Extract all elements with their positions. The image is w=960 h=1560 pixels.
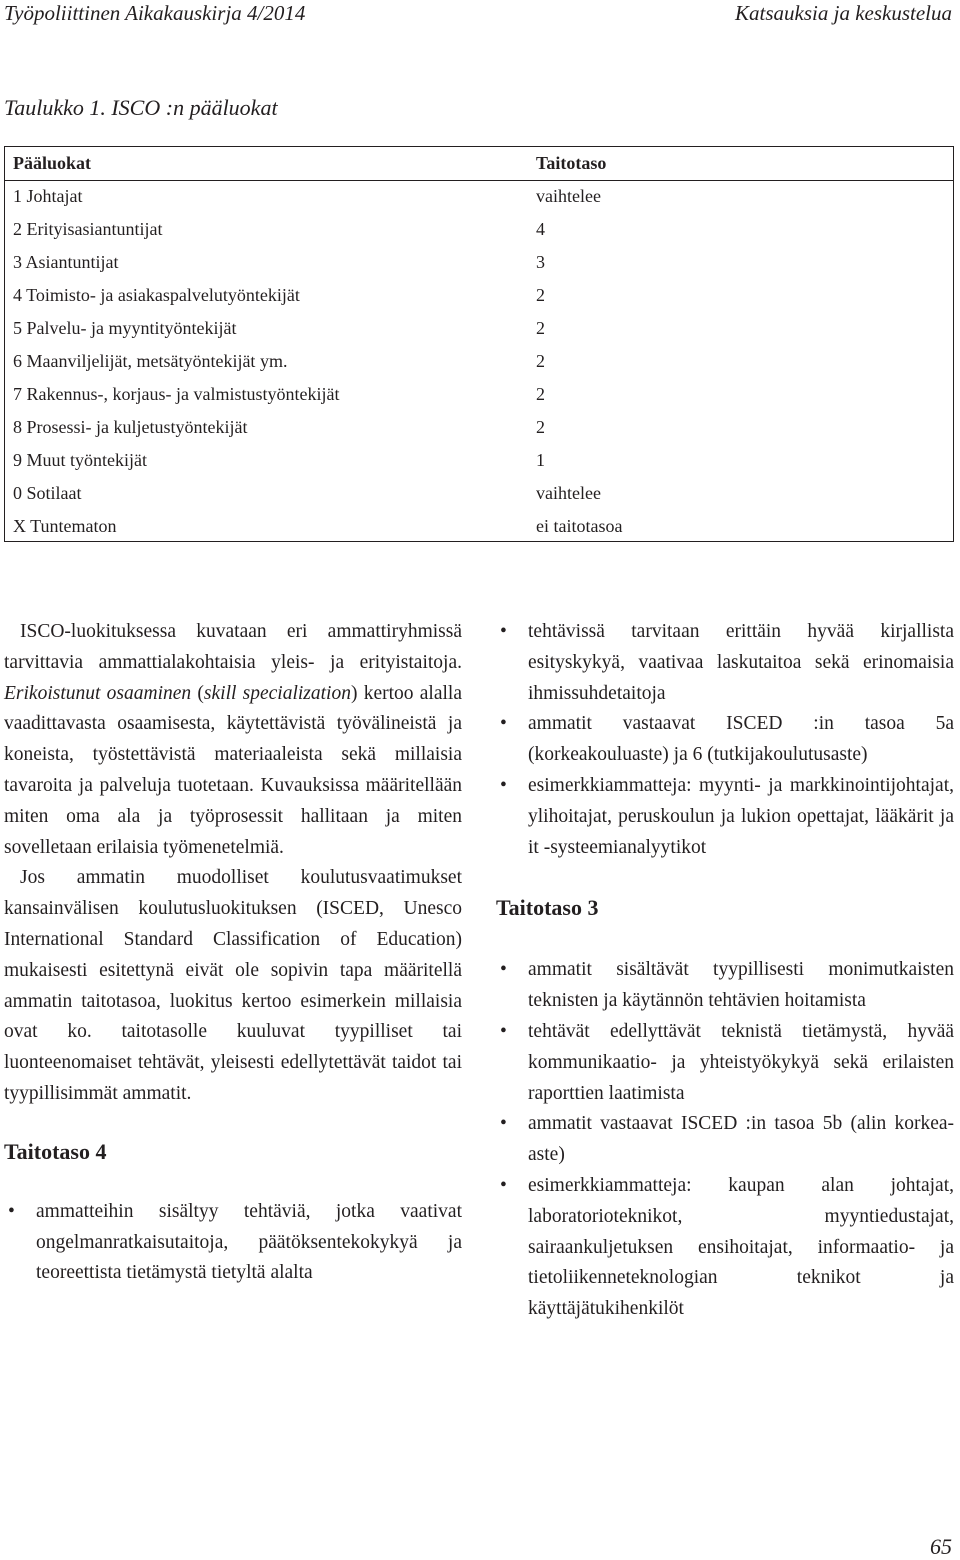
table-cell-category: 2 Erityisasiantuntijat: [13, 219, 163, 239]
table-cell-skill-level: vaihtelee: [536, 186, 601, 206]
section-heading-taitotaso-4: Taitotaso 4: [4, 1138, 107, 1164]
term-italic: Erikoistunut osaaminen: [4, 682, 192, 704]
left-column: [4, 617, 462, 1289]
table-cell-category: 1 Johtajat: [13, 186, 83, 206]
table-row: [5, 180, 953, 213]
table-cell-skill-level: 4: [536, 219, 545, 239]
bullet-list: [496, 955, 954, 1325]
table-cell-skill-level: 2: [536, 318, 545, 338]
list-item: • ammatteihin sisältyy tehtäviä, jotka vaativat ongelmanratkaisutaitoja, päätöksentekokykyä ja teoreettista tietämystä tietyltä alalta: [4, 1197, 462, 1289]
table-row: [5, 279, 953, 312]
table-cell-category: 3 Asiantuntijat: [13, 252, 119, 272]
table-cell-skill-level: 2: [536, 285, 545, 305]
bullet-list: [4, 1197, 462, 1289]
body-paragraph: [4, 617, 462, 863]
table-row: [5, 312, 953, 345]
table-cell-category: 7 Rakennus-, korjaus- ja valmistustyöntekijät: [13, 384, 340, 404]
table-cell-category: 0 Sotilaat: [13, 483, 82, 503]
table-cell-skill-level: 2: [536, 384, 545, 404]
bullet-list: [496, 617, 954, 863]
list-item: • esimerkkiammatteja: myynti- ja markkinointijohtajat, ylihoitajat, peruskoulun ja lukion opettajat, lääkärit ja it -systeemianalyytikot: [496, 771, 954, 863]
table-row: [5, 345, 953, 378]
header-cell-skill-level: Taitotaso: [536, 153, 607, 173]
list-item: • tehtävissä tarvitaan erittäin hyvää kirjallista esityskykyä, vaativaa laskutaitoa sekä erinomaisia ihmissuhdetaitoja: [496, 617, 954, 709]
table-row: [5, 411, 953, 444]
table-cell-skill-level: 2: [536, 417, 545, 437]
body-paragraph: Jos ammatin muodolliset koulutusvaatimukset kansainvälisen koulutusluokituksen (ISCED, Unesco International Standard Classification of Education) mukaisesti esitettynä eivät ole sopivin tapa määritellä ammatin taitotasoa, luokitus kertoo esimerkein millaisia ovat ko. taitotasolle kuuluvat tyypilliset tai luonteenomaiset tehtävät, yleisesti edellytettävät taidot tai tyypillisimmät ammatit.: [4, 867, 462, 1104]
table-row: [5, 477, 953, 510]
table-cell-skill-level: 2: [536, 351, 545, 371]
table-row: [5, 213, 953, 246]
table-cell-category: 5 Palvelu- ja myyntityöntekijät: [13, 318, 237, 338]
right-column: [496, 617, 954, 1325]
table-row: [5, 378, 953, 411]
table-cell-skill-level: 3: [536, 252, 545, 272]
isco-table: [4, 146, 954, 542]
table-cell-category: 4 Toimisto- ja asiakaspalvelutyöntekijät: [13, 285, 300, 305]
table-cell-skill-level: vaihtelee: [536, 483, 601, 503]
list-item: • tehtävät edellyttävät teknistä tietämystä, hyvää kommunikaatio- ja yhteistyökykyä sekä erilaisten raporttien laatimista: [496, 1017, 954, 1109]
paragraph-text: ISCO-luokituksessa kuvataan eri ammattiryhmissä tarvittavia ammattialakohtaisia yleis- ja erityistaitoja.: [4, 621, 462, 673]
table-row: [5, 246, 953, 279]
table-cell-category: 6 Maanviljelijät, metsätyöntekijät ym.: [13, 351, 288, 371]
list-item: • ammatit vastaavat ISCED :in tasoa 5b (alin korkea-aste): [496, 1109, 954, 1171]
list-item: • ammatit vastaavat ISCED :in tasoa 5a (korkeakouluaste) ja 6 (tutkijakoulutusaste): [496, 709, 954, 771]
page-number: 65: [930, 1534, 952, 1559]
table-row: [5, 510, 953, 543]
table-caption: Taulukko 1. ISCO :n pääluokat: [4, 95, 278, 120]
table-cell-skill-level: 1: [536, 450, 545, 470]
list-item: • esimerkkiammatteja: kaupan alan johtajat, laboratorioteknikot, myyntiedustajat, sairaankuljetuksen ensihoitajat, informaatio- ja tietoliikenneteknologian teknikot ja käyttäjätukihenkilöt: [496, 1171, 954, 1325]
section-title: Katsauksia ja keskustelua: [735, 1, 952, 25]
header-cell-category: Pääluokat: [13, 153, 92, 173]
section-heading-taitotaso-3: Taitotaso 3: [496, 895, 599, 921]
paragraph-text: (: [191, 682, 204, 704]
term-italic: skill specialization: [203, 682, 351, 704]
table-cell-skill-level: ei taitotasoa: [536, 516, 623, 536]
table-row: [5, 444, 953, 477]
paragraph-text: ) kertoo alalla vaadittavasta osaamisesta, käytettävistä työvälineistä ja koneista, työstettävistä materiaaleista sekä millaisia tavaroita ja palveluja tuotetaan. Kuvauksissa määritellään miten oma ala ja työprosessit hallitaan ja miten sovelletaan erilaisia työmenetelmiä.: [4, 682, 463, 858]
table-header-row: [5, 147, 953, 180]
journal-title: Työpoliittinen Aikakauskirja 4/2014: [4, 1, 306, 25]
table-cell-category: 9 Muut työntekijät: [13, 450, 147, 470]
table-cell-category: X Tuntematon: [13, 516, 117, 536]
table-cell-category: 8 Prosessi- ja kuljetustyöntekijät: [13, 417, 248, 437]
list-item: • ammatit sisältävät tyypillisesti monimutkaisten teknisten ja käytännön tehtävien hoitamista: [496, 955, 954, 1017]
